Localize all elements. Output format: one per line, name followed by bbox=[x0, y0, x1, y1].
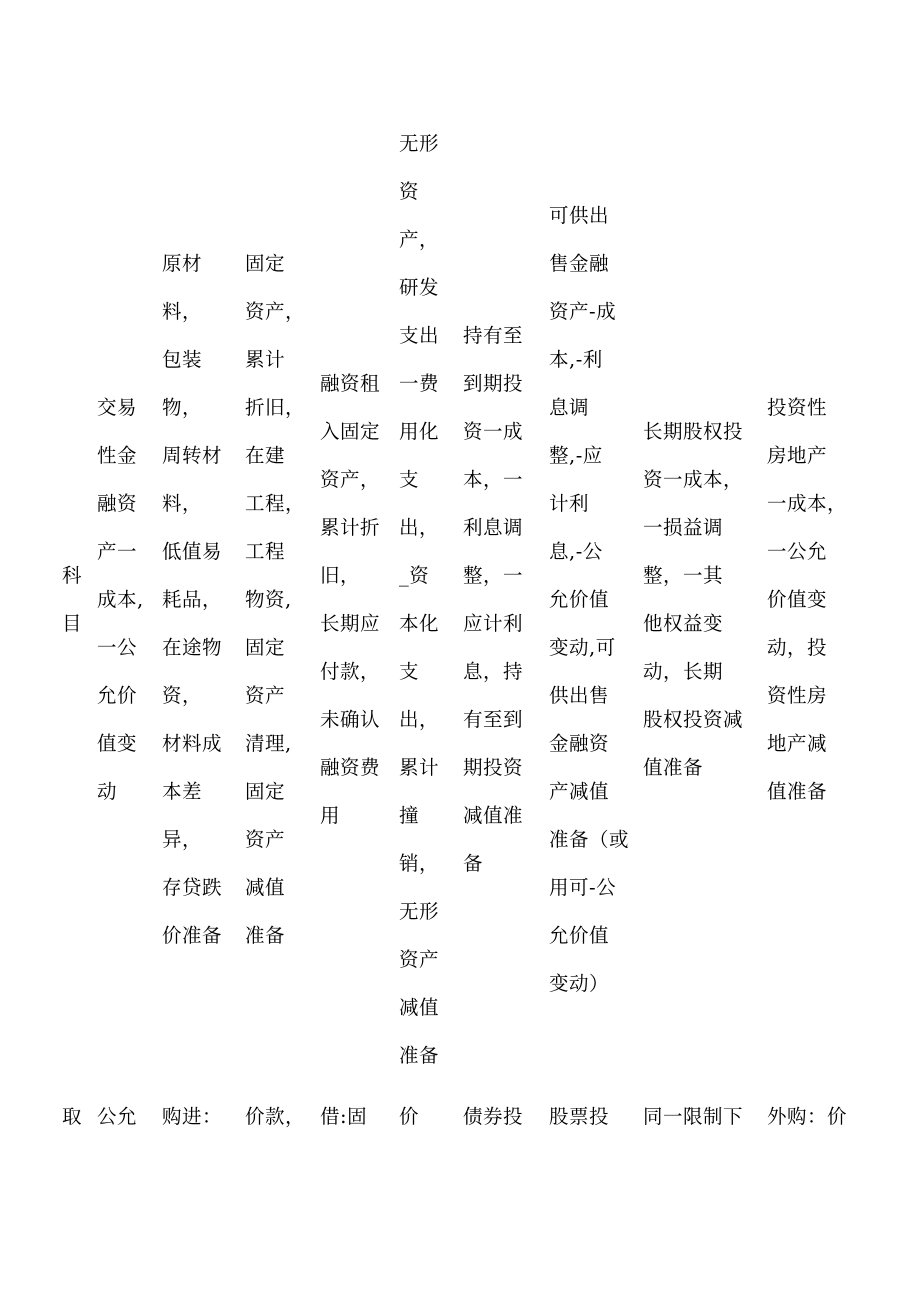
cell-line: 动 bbox=[97, 780, 118, 803]
cell-line: 长期应 bbox=[320, 612, 381, 635]
cell-line: 资产 bbox=[245, 684, 286, 707]
cell-line: 房地产 bbox=[767, 444, 828, 467]
cell-line: 可供出 bbox=[549, 204, 610, 227]
cell-line: 允价 bbox=[97, 684, 138, 707]
cell-line: 在途物 bbox=[162, 636, 223, 659]
cell-line: 应计利 bbox=[463, 612, 524, 635]
cell-line: 用可-公 bbox=[549, 876, 617, 899]
cell-line: 累计折 bbox=[320, 516, 381, 539]
cell-line: 本差 bbox=[162, 780, 203, 803]
cell-line: 折旧， bbox=[245, 396, 306, 419]
cell-line: 支出 bbox=[399, 324, 440, 347]
cell-line: 性金 bbox=[97, 444, 138, 467]
cell-line: 用 bbox=[320, 804, 341, 827]
cell-line: 无形 bbox=[399, 132, 440, 155]
cell-line: 准备 bbox=[245, 924, 286, 947]
cell-line: 累计 bbox=[399, 756, 440, 779]
cell-line: 整，一 bbox=[463, 564, 524, 587]
cell-line: 一公 bbox=[97, 636, 138, 659]
cell-line: 固定 bbox=[245, 780, 286, 803]
investment-property-cell bbox=[767, 100, 847, 1100]
cell-line: 股权投资减 bbox=[643, 708, 744, 731]
fixed-asset-acquisition-cell: 价款， bbox=[245, 1105, 306, 1128]
cell-line: 一费 bbox=[399, 372, 440, 395]
cell-line: 计利 bbox=[549, 492, 590, 515]
cell-line: 资产， bbox=[320, 468, 381, 491]
cell-line: 研发 bbox=[399, 276, 440, 299]
cell-line: 资产 bbox=[399, 948, 440, 971]
cell-line: 资产， bbox=[245, 300, 306, 323]
inventory-cell bbox=[162, 100, 222, 1100]
cell-line: 工程， bbox=[245, 492, 306, 515]
cell-line: 低值易 bbox=[162, 540, 223, 563]
cell-line: 减值准 bbox=[463, 804, 524, 827]
cell-line: 本,-利 bbox=[549, 348, 603, 371]
subject-label-cell bbox=[62, 100, 82, 1100]
cell-line: 存贷跌 bbox=[162, 876, 223, 899]
cell-line: 资性房 bbox=[767, 684, 828, 707]
cell-line: 耗品， bbox=[162, 588, 223, 611]
cell-line: 值准备 bbox=[643, 756, 704, 779]
cell-line: 料， bbox=[162, 492, 203, 515]
cell-line: 一成本， bbox=[767, 492, 848, 515]
fixed-assets-cell bbox=[245, 100, 305, 1100]
cell-line: 到期投 bbox=[463, 372, 524, 395]
cell-line: 备 bbox=[463, 852, 484, 875]
cell-line: 息，持 bbox=[463, 660, 524, 683]
cell-line: 有至到 bbox=[463, 708, 524, 731]
cell-line: 他权益变 bbox=[643, 612, 724, 635]
cell-line: 周转材 bbox=[162, 444, 223, 467]
cell-line: 支 bbox=[399, 468, 420, 491]
cell-line: 旧， bbox=[320, 564, 361, 587]
cell-line: 允价值 bbox=[549, 588, 610, 611]
cell-line: 无形 bbox=[399, 900, 440, 923]
cell-line: 物， bbox=[162, 396, 203, 419]
finance-lease-cell bbox=[320, 100, 380, 1100]
cell-line: 在建 bbox=[245, 444, 286, 467]
cell-line: 资， bbox=[162, 684, 203, 707]
cell-line: 资一成 bbox=[463, 420, 524, 443]
cell-line: 减值 bbox=[245, 876, 286, 899]
cell-line: 融资租 bbox=[320, 372, 381, 395]
cell-line: 资一成本， bbox=[643, 468, 744, 491]
equity-acquisition-cell: 同一限制下 bbox=[643, 1105, 744, 1128]
acquisition-label-cell: 取 bbox=[62, 1105, 83, 1128]
cell-line: 资产 bbox=[245, 828, 286, 851]
cell-line: 变动） bbox=[549, 972, 610, 995]
cell-line: 准备（或 bbox=[549, 828, 630, 851]
cell-line: 清理, bbox=[245, 732, 292, 755]
cell-line: 成本, bbox=[97, 588, 144, 611]
cell-line: 减值 bbox=[399, 996, 440, 1019]
available-for-sale-cell bbox=[549, 100, 629, 1100]
cell-line: 值准备 bbox=[767, 780, 828, 803]
inventory-acquisition-cell: 购进： bbox=[162, 1105, 223, 1128]
cell-line: 销， bbox=[399, 852, 440, 875]
trading-financial-assets-cell bbox=[97, 100, 144, 1100]
cell-line: 料， bbox=[162, 300, 203, 323]
cell-line: 付款， bbox=[320, 660, 381, 683]
cell-line: 供出售 bbox=[549, 684, 610, 707]
cell-line: 出， bbox=[399, 516, 440, 539]
cell-line: 地产减 bbox=[767, 732, 828, 755]
property-acquisition-cell: 外购：价 bbox=[767, 1105, 848, 1128]
cell-line: 变动,可 bbox=[549, 636, 616, 659]
cell-line: 一损益调 bbox=[643, 516, 724, 539]
cell-line: 原材 bbox=[162, 252, 203, 275]
cell-line: 材料成 bbox=[162, 732, 223, 755]
cell-line: 持有至 bbox=[463, 324, 524, 347]
cell-line: 价值变 bbox=[767, 588, 828, 611]
cell-line: 融资费 bbox=[320, 756, 381, 779]
cell-line: 固定 bbox=[245, 636, 286, 659]
cell-line: 包装 bbox=[162, 348, 203, 371]
cell-line: 利息调 bbox=[463, 516, 524, 539]
cell-line: 用化 bbox=[399, 420, 440, 443]
cell-line: 准备 bbox=[399, 1044, 440, 1067]
cell-line: 交易 bbox=[97, 396, 138, 419]
cell-line: 异， bbox=[162, 828, 203, 851]
cell-line: 出， bbox=[399, 708, 440, 731]
afs-acquisition-cell: 股票投 bbox=[549, 1105, 610, 1128]
cell-line: 动，投 bbox=[767, 636, 828, 659]
held-to-maturity-cell bbox=[463, 100, 523, 1100]
cell-line: 资产-成 bbox=[549, 300, 617, 323]
trading-acquisition-cell: 公允 bbox=[97, 1105, 138, 1128]
cell-line: 动，长期 bbox=[643, 660, 724, 683]
cell-line: 融资 bbox=[97, 492, 138, 515]
cell-line: 金融资 bbox=[549, 732, 610, 755]
cell-line: 产一 bbox=[97, 540, 138, 563]
cell-line: 一公允 bbox=[767, 540, 828, 563]
cell-line: 入固定 bbox=[320, 420, 381, 443]
cell-line: 息调 bbox=[549, 396, 590, 419]
cell-line: 整,-应 bbox=[549, 444, 603, 467]
intangible-acquisition-cell: 价 bbox=[399, 1105, 420, 1128]
cell-line: _资 bbox=[399, 564, 430, 587]
long-term-equity-cell bbox=[643, 100, 743, 1100]
cell-line: 物资, bbox=[245, 588, 292, 611]
cell-line: 投资性 bbox=[767, 396, 828, 419]
lease-acquisition-cell: 借:固 bbox=[320, 1105, 368, 1128]
intangible-assets-cell bbox=[399, 100, 439, 1100]
cell-line: 科 bbox=[62, 564, 83, 587]
cell-line: 允价值 bbox=[549, 924, 610, 947]
cell-line: 工程 bbox=[245, 540, 286, 563]
cell-line: 目 bbox=[62, 612, 83, 635]
cell-line: 售金融 bbox=[549, 252, 610, 275]
cell-line: 累计 bbox=[245, 348, 286, 371]
cell-line: 未确认 bbox=[320, 708, 381, 731]
cell-line: 撞 bbox=[399, 804, 420, 827]
cell-line: 整，一其 bbox=[643, 564, 724, 587]
htm-acquisition-cell: 债券投 bbox=[463, 1105, 524, 1128]
cell-line: 支 bbox=[399, 660, 420, 683]
cell-line: 期投资 bbox=[463, 756, 524, 779]
cell-line: 资 bbox=[399, 180, 420, 203]
cell-line: 产减值 bbox=[549, 780, 610, 803]
cell-line: 长期股权投 bbox=[643, 420, 744, 443]
cell-line: 息,-公 bbox=[549, 540, 603, 563]
cell-line: 产， bbox=[399, 228, 440, 251]
cell-line: 固定 bbox=[245, 252, 286, 275]
cell-line: 本化 bbox=[399, 612, 440, 635]
cell-line: 价准备 bbox=[162, 924, 223, 947]
cell-line: 值变 bbox=[97, 732, 138, 755]
cell-line: 本，一 bbox=[463, 468, 524, 491]
